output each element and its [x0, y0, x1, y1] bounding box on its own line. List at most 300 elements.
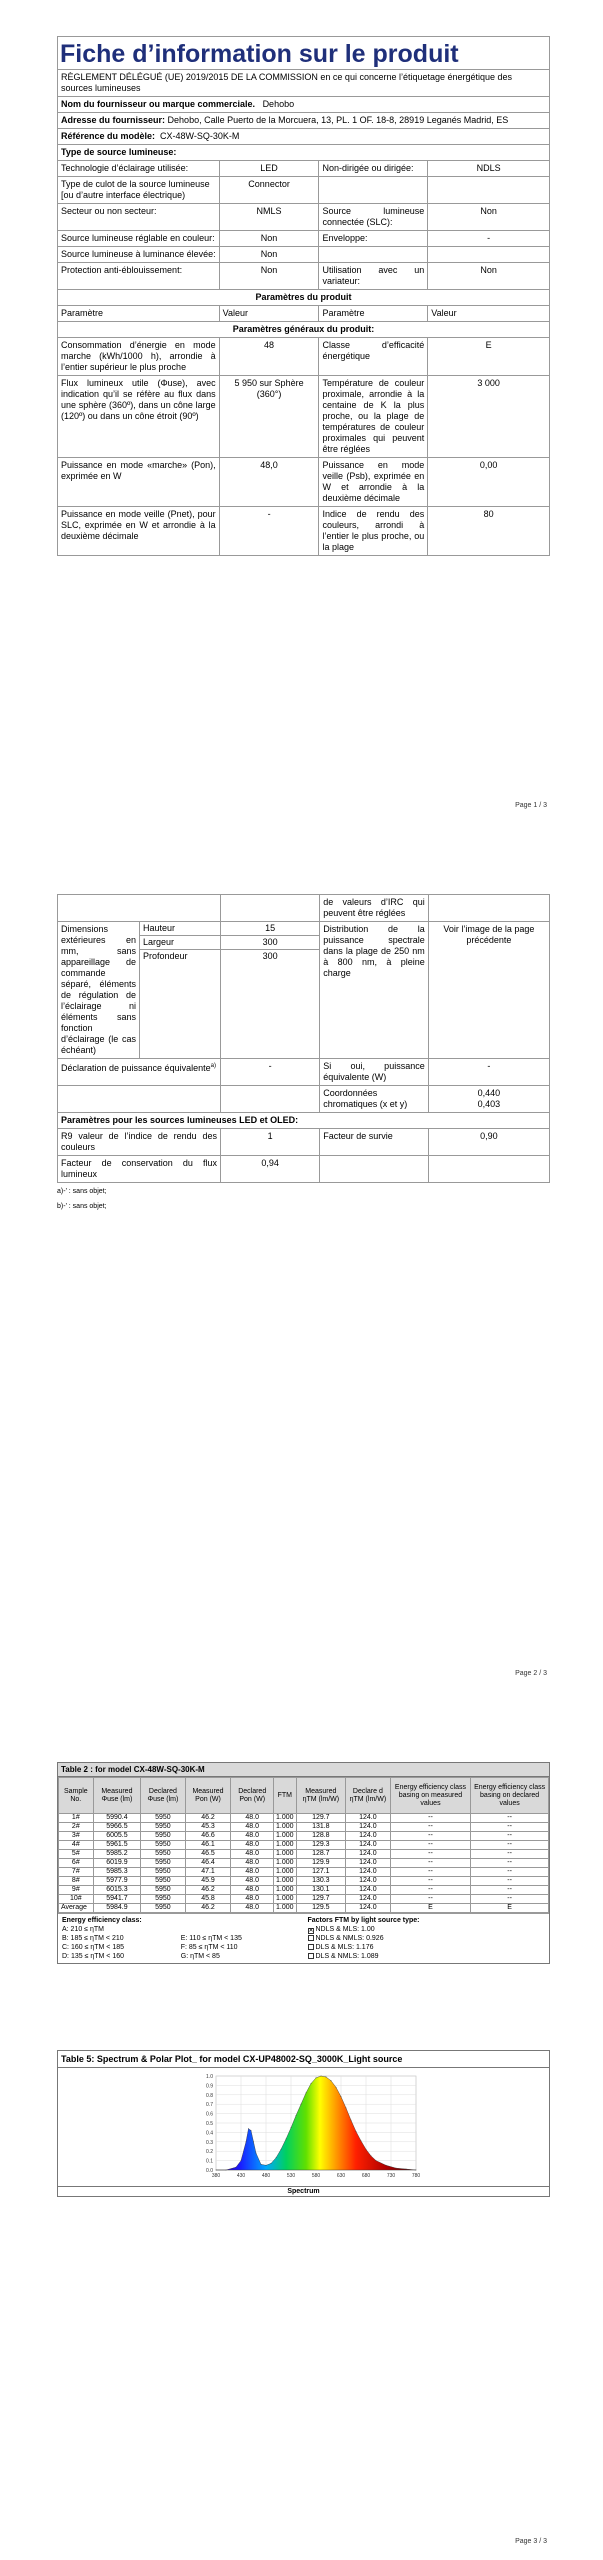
y-tick-label: 0.1: [206, 2158, 213, 2165]
r9-label: R9 valeur de l’indice de rendu des couleurs: [58, 1129, 221, 1156]
y-tick-label: 0.0: [206, 2168, 213, 2174]
table-cell: 129.5: [296, 1904, 346, 1913]
table-cell: 5961.5: [93, 1841, 141, 1850]
spectrum-point: [276, 2157, 277, 2158]
dimensions-cell: [58, 922, 221, 1059]
param-value: 48,0: [219, 458, 319, 507]
table-cell: 46.5: [185, 1850, 231, 1859]
param-value: 3 000: [428, 376, 550, 458]
address-value: Dehobo, Calle Puerto de la Morcuera, 13, PL. 1 OF. 18-8, 28919 Leganés Madrid, ES: [167, 115, 509, 125]
table-cell: 1.000: [274, 1904, 297, 1913]
table-cell: 46.6: [185, 1832, 231, 1841]
table-cell: 124.0: [346, 1823, 391, 1832]
type-label: Protection anti-éblouissement:: [58, 263, 220, 290]
table-cell: 47.1: [185, 1868, 231, 1877]
x-tick-label: 380: [211, 2173, 221, 2179]
table-row: [59, 1868, 549, 1877]
general-row: [58, 338, 550, 376]
factor-label: DLS & NMLS: 1.089: [315, 1953, 379, 1960]
column-header: Energy efficiency class basing on declared values: [471, 1778, 549, 1814]
table-row: [59, 1904, 549, 1913]
table-cell: --: [471, 1886, 549, 1895]
type-row: [58, 247, 550, 263]
y-tick-label: 0.4: [206, 2130, 213, 2137]
spectrum-point: [251, 2130, 252, 2131]
column-header: Sample No.: [59, 1778, 94, 1814]
type-label: Technologie d’éclairage utilisée:: [58, 161, 220, 177]
spectrum-point: [286, 2139, 287, 2140]
col-value-1: Valeur: [219, 306, 319, 322]
factor-label: NDLS & NMLS: 0.926: [315, 1935, 384, 1942]
y-tick-label: 0.3: [206, 2139, 213, 2146]
table-cell: 124.0: [346, 1895, 391, 1904]
table-cell: --: [390, 1859, 471, 1868]
column-header: Declared Pon (W): [231, 1778, 274, 1814]
ee-title: Energy efficiency class:: [62, 1917, 142, 1924]
table-cell: 9#: [59, 1886, 94, 1895]
table-cell: 1.000: [274, 1832, 297, 1841]
dim-name: Hauteur: [140, 922, 220, 936]
table-cell: 124.0: [346, 1877, 391, 1886]
spectrum-point: [331, 2080, 332, 2081]
spectrum-point: [351, 2120, 352, 2121]
table-cell: 5950: [141, 1904, 185, 1913]
spectrum-area: [58, 2068, 549, 2186]
col-param-1: Paramètre: [58, 306, 220, 322]
address-label: Adresse du fournisseur:: [61, 115, 166, 125]
type-value: Non: [219, 263, 319, 290]
table-cell: 1.000: [274, 1895, 297, 1904]
footnote-a: a)-’ : sans objet;: [57, 1188, 107, 1195]
ee-classes: [58, 1914, 304, 1963]
spectrum-point: [346, 2108, 347, 2109]
table-cell: 130.1: [296, 1886, 346, 1895]
table-cell: 46.2: [185, 1886, 231, 1895]
table-cell: 131.8: [296, 1823, 346, 1832]
table-cell: 124.0: [346, 1814, 391, 1823]
y-tick-label: 0.2: [206, 2149, 213, 2156]
ee-class: B: 185 ≤ ηTM < 210: [62, 1935, 124, 1942]
spectrum-point: [376, 2160, 377, 2161]
table-cell: Average: [59, 1904, 94, 1913]
table-row: [59, 1895, 549, 1904]
page-title: Fiche d’information sur le produit: [57, 36, 550, 69]
param-label: Flux lumineux utile (Φuse), avec indication qu’il se réfère au flux dans une sphère (360º), dans un cône large (120º) ou dans un cône étroit (90º): [58, 376, 220, 458]
supplier-row: [58, 97, 550, 113]
ee-class: E: 110 ≤ ηTM < 135: [180, 1935, 242, 1942]
type-label: Secteur ou non secteur:: [58, 204, 220, 231]
spectrum-point: [281, 2149, 282, 2150]
factor-item: [308, 1943, 546, 1952]
spectrum-point: [226, 2170, 227, 2171]
table-cell: 129.9: [296, 1859, 346, 1868]
table-cell: 5950: [141, 1877, 185, 1886]
table-cell: 1.000: [274, 1868, 297, 1877]
table-cell: 4#: [59, 1841, 94, 1850]
table-cell: 1.000: [274, 1814, 297, 1823]
table-row: [59, 1841, 549, 1850]
param-value: 5 950 sur Sphère (360°): [219, 376, 319, 458]
param-value: -: [219, 507, 319, 556]
product-table: [57, 69, 550, 556]
table-cell: --: [390, 1895, 471, 1904]
table-cell: 5950: [141, 1859, 185, 1868]
table-5-footer: Spectrum: [58, 2186, 549, 2196]
type-value: Non: [219, 247, 319, 263]
table-cell: 48.0: [231, 1877, 274, 1886]
equiv2-label: Si oui, puissance équivalente (W): [320, 1059, 429, 1086]
model-row: [58, 129, 550, 145]
table-cell: 128.8: [296, 1832, 346, 1841]
table-cell: 6#: [59, 1859, 94, 1868]
table-cell: 48.0: [231, 1868, 274, 1877]
general-header: Paramètres généraux du produit:: [58, 322, 550, 338]
type-value: NMLS: [219, 204, 319, 231]
measurement-table: [58, 1777, 549, 1913]
table-cell: --: [390, 1814, 471, 1823]
spectrum-point: [296, 2115, 297, 2116]
table-cell: 124.0: [346, 1832, 391, 1841]
table-cell: 48.0: [231, 1841, 274, 1850]
table-cell: 48.0: [231, 1823, 274, 1832]
spectrum-point: [266, 2165, 267, 2166]
table-cell: 5#: [59, 1850, 94, 1859]
type-label: Non-dirigée ou dirigée:: [319, 161, 428, 177]
product-info-sheet-cont: [57, 894, 550, 1213]
table-cell: 46.1: [185, 1841, 231, 1850]
table-cell: 1.000: [274, 1859, 297, 1868]
page-2: [0, 860, 603, 1690]
type-row: [58, 231, 550, 247]
page-number: Page 1 / 3: [515, 802, 547, 809]
table-cell: --: [471, 1850, 549, 1859]
param-label: Consommation d’énergie en mode marche (kWh/1000 h), arrondie à l’entier supérieur le plus proche: [58, 338, 220, 376]
cri-continued: de valeurs d’IRC qui peuvent être réglées: [320, 895, 429, 922]
y-tick-label: 1.0: [206, 2074, 213, 2080]
type-label: Type de culot de la source lumineuse [ou d’autre interface électrique): [58, 177, 220, 204]
spectrum-point: [326, 2077, 327, 2078]
type-label: Source lumineuse connectée (SLC):: [319, 204, 428, 231]
y-tick-label: 0.9: [206, 2083, 213, 2090]
type-row: [58, 204, 550, 231]
table-cell: 5950: [141, 1841, 185, 1850]
type-label: [319, 247, 428, 263]
table-cell: 124.0: [346, 1868, 391, 1877]
spectrum-point: [386, 2165, 387, 2166]
table-cell: --: [471, 1823, 549, 1832]
maint-label: Facteur de conservation du flux lumineux: [58, 1156, 221, 1183]
type-row: [58, 177, 550, 204]
table-row: [59, 1814, 549, 1823]
table-5: [57, 2050, 550, 2197]
column-header: Declare d ηTM (lm/W): [346, 1778, 391, 1814]
table-row: [59, 1877, 549, 1886]
table-cell: 5985.2: [93, 1850, 141, 1859]
y-tick-label: 0.7: [206, 2102, 213, 2109]
table-cell: 1.000: [274, 1841, 297, 1850]
column-header: Energy efficiency class basing on measured values: [390, 1778, 471, 1814]
product-table-cont: [57, 894, 550, 1183]
table-cell: 46.4: [185, 1859, 231, 1868]
factor-item: [308, 1925, 546, 1934]
y-tick-label: 0.6: [206, 2111, 213, 2118]
table-cell: 130.3: [296, 1877, 346, 1886]
equiv-value: -: [221, 1059, 320, 1086]
column-header: Measured Pon (W): [185, 1778, 231, 1814]
dim-name: Largeur: [140, 936, 220, 950]
table-cell: --: [390, 1850, 471, 1859]
table-cell: 6015.3: [93, 1886, 141, 1895]
table-cell: 5950: [141, 1823, 185, 1832]
supplier-label: Nom du fournisseur ou marque commerciale.: [61, 99, 256, 109]
general-row: [58, 376, 550, 458]
spectrum-point: [371, 2156, 372, 2157]
r9-row: [58, 1129, 550, 1156]
ee-class: F: 85 ≤ ηTM < 110: [180, 1944, 238, 1951]
equiv2-value: -: [428, 1059, 549, 1086]
table-cell: 48.0: [231, 1904, 274, 1913]
spd-value: Voir l’image de la page précédente: [428, 922, 549, 1059]
table-header-row: [59, 1778, 549, 1814]
column-header: Measured Φuse (lm): [93, 1778, 141, 1814]
type-label: Source lumineuse réglable en couleur:: [58, 231, 220, 247]
dim-name: Profondeur: [143, 951, 188, 961]
factor-label: DLS & MLS: 1.176: [315, 1944, 374, 1951]
x-tick-label: 580: [311, 2173, 321, 2179]
spd-label: Distribution de la puissance spectrale dans la plage de 250 nm à 800 nm, à pleine charge: [320, 922, 429, 1059]
model-label: Référence du modèle:: [61, 131, 156, 141]
dimensions-label: Dimensions extérieures en mm, sans appareillage de commande séparé, éléments de régulation de l’éclairage ni éléments sans fonction d’éclairage (le cas échéant): [58, 922, 140, 1058]
spectrum-point: [311, 2083, 312, 2084]
table-cell: 3#: [59, 1832, 94, 1841]
table-row: [59, 1886, 549, 1895]
table-cell: --: [471, 1841, 549, 1850]
table-cell: E: [390, 1904, 471, 1913]
param-label: Température de couleur proximale, arrondie à la centaine de K la plus proche, ou la plage de températures de couleur proximales qui peuvent être réglées: [319, 376, 428, 458]
ee-class: G: ηTM < 85: [180, 1953, 220, 1960]
type-header: Type de source lumineuse:: [58, 145, 550, 161]
table-cell: 46.2: [185, 1904, 231, 1913]
chroma-label: Coordonnées chromatiques (x et y): [320, 1086, 429, 1113]
table-cell: 127.1: [296, 1868, 346, 1877]
param-label: Puissance en mode «marche» (Pon), exprimée en W: [58, 458, 220, 507]
chroma-values: [428, 1086, 549, 1113]
ee-class: D: 135 ≤ ηTM < 160: [62, 1953, 125, 1960]
equivalent-row: [58, 1059, 550, 1086]
table-cell: --: [471, 1877, 549, 1886]
param-label: Indice de rendu des couleurs, arrondi à l’entier le plus proche, ou la plage: [319, 507, 428, 556]
table-cell: --: [471, 1895, 549, 1904]
spectrum-point: [366, 2149, 367, 2150]
address-row: [58, 113, 550, 129]
table-cell: --: [471, 1859, 549, 1868]
table-cell: 5977.9: [93, 1877, 141, 1886]
column-header: Measured ηTM (lm/W): [296, 1778, 346, 1814]
spectrum-point: [336, 2087, 337, 2088]
product-info-sheet: [57, 36, 550, 556]
table-cell: 48.0: [231, 1886, 274, 1895]
spectrum-point: [216, 2170, 217, 2171]
footnote-b: b)-’ : sans objet;: [57, 1203, 107, 1210]
general-row: [58, 458, 550, 507]
table-cell: 5990.4: [93, 1814, 141, 1823]
type-label: Utilisation avec un variateur:: [319, 263, 428, 290]
spectrum-point: [416, 2170, 417, 2171]
type-value: -: [428, 231, 550, 247]
dimensions-names: [140, 922, 220, 1058]
x-tick-label: 680: [361, 2173, 371, 2179]
table-cell: 5966.5: [93, 1823, 141, 1832]
table-cell: 48.0: [231, 1832, 274, 1841]
param-label: Puissance en mode veille (Pnet), pour SLC, exprimée en W et arrondie à la deuxième décimale: [58, 507, 220, 556]
spectrum-point: [301, 2104, 302, 2105]
type-label: [319, 177, 428, 204]
factors-title: Factors FTM by light source type:: [307, 1917, 420, 1924]
table-cell: 45.3: [185, 1823, 231, 1832]
table-cell: 5950: [141, 1832, 185, 1841]
spectrum-point: [291, 2127, 292, 2128]
checkbox-icon: [308, 1935, 314, 1941]
efficiency-legend: [58, 1913, 549, 1963]
param-label: Classe d’efficacité énergétique: [319, 338, 428, 376]
dimensions-row: [58, 922, 550, 1059]
type-value: Connector: [219, 177, 319, 204]
table-cell: 2#: [59, 1823, 94, 1832]
general-rows: [58, 338, 550, 556]
type-value: LED: [219, 161, 319, 177]
table-5-caption: Table 5: Spectrum & Polar Plot_ for model CX-UP48002-SQ_3000K_Light source: [58, 2051, 549, 2068]
params-column-headers: [58, 306, 550, 322]
factor-item: [308, 1934, 546, 1943]
spectrum-chart: [58, 2068, 549, 2186]
table-cell: 124.0: [346, 1859, 391, 1868]
chroma-y: 0,403: [477, 1099, 501, 1109]
table-cell: 1.000: [274, 1886, 297, 1895]
spectrum-point: [356, 2131, 357, 2132]
dim-value: 300: [221, 936, 319, 950]
checkbox-icon: [308, 1953, 314, 1959]
table-cell: 5985.3: [93, 1868, 141, 1877]
spectrum-point: [396, 2168, 397, 2169]
ee-class: A: 210 ≤ ηTM: [62, 1926, 104, 1933]
table-cell: 48.0: [231, 1859, 274, 1868]
spectrum-point: [306, 2093, 307, 2094]
spectrum-point: [246, 2141, 247, 2142]
type-rows: [58, 161, 550, 290]
table-cell: 124.0: [346, 1904, 391, 1913]
table-cell: 8#: [59, 1877, 94, 1886]
table-cell: --: [390, 1832, 471, 1841]
spectrum-point: [406, 2169, 407, 2170]
table-cell: --: [390, 1823, 471, 1832]
spectrum-point: [248, 2128, 249, 2129]
col-value-2: Valeur: [428, 306, 550, 322]
table-cell: 5950: [141, 1814, 185, 1823]
model-value: CX-48W-SQ-30K-M: [160, 131, 240, 141]
table-2: [57, 1762, 550, 1964]
spectrum-point: [321, 2076, 322, 2077]
factor-label: NDLS & MLS: 1.00: [315, 1926, 375, 1933]
table-cell: 5950: [141, 1886, 185, 1895]
equiv-label: Déclaration de puissance équivalente: [61, 1063, 211, 1073]
x-tick-label: 780: [411, 2173, 421, 2179]
y-tick-label: 0.5: [206, 2121, 213, 2127]
equiv-footnote-ref: a): [210, 1063, 216, 1069]
table-cell: E: [471, 1904, 549, 1913]
maint-value: 0,94: [221, 1156, 320, 1183]
r9-value: 1: [221, 1129, 320, 1156]
table-row: [59, 1832, 549, 1841]
survival-label: Facteur de survie: [320, 1129, 429, 1156]
type-value: [428, 247, 550, 263]
x-tick-label: 430: [236, 2173, 246, 2179]
table-cell: 6005.5: [93, 1832, 141, 1841]
table-cell: 124.0: [346, 1886, 391, 1895]
survival-value: 0,90: [428, 1129, 549, 1156]
type-row: [58, 263, 550, 290]
table-row: [59, 1823, 549, 1832]
table-cell: --: [390, 1877, 471, 1886]
table-cell: 124.0: [346, 1850, 391, 1859]
page-1: [0, 0, 603, 820]
y-tick-label: 0.8: [206, 2092, 213, 2099]
params-header: Paramètres du produit: [58, 290, 550, 306]
spectrum-point: [316, 2077, 317, 2078]
table-cell: 1.000: [274, 1823, 297, 1832]
table-cell: 10#: [59, 1895, 94, 1904]
spectrum-point: [341, 2096, 342, 2097]
x-tick-label: 730: [386, 2173, 396, 2179]
table-cell: --: [390, 1868, 471, 1877]
x-tick-label: 480: [261, 2173, 271, 2179]
ee-class: C: 160 ≤ ηTM < 185: [62, 1944, 125, 1951]
spectrum-point: [271, 2163, 272, 2164]
table-cell: 48.0: [231, 1895, 274, 1904]
table-cell: 1#: [59, 1814, 94, 1823]
dim-value: 300: [262, 951, 278, 961]
dimensions-values: [221, 922, 320, 1059]
type-value: Non: [219, 231, 319, 247]
spectrum-point: [361, 2140, 362, 2141]
param-value: 0,00: [428, 458, 550, 507]
column-header: Declared Φuse (lm): [141, 1778, 185, 1814]
type-row: [58, 161, 550, 177]
spectrum-point: [253, 2141, 254, 2142]
table-cell: 5950: [141, 1895, 185, 1904]
type-label: Source lumineuse à luminance élevée:: [58, 247, 220, 263]
param-value: 48: [219, 338, 319, 376]
col-param-2: Paramètre: [319, 306, 428, 322]
dim-value: 15: [221, 922, 319, 936]
ftm-factors: [304, 1914, 550, 1963]
chroma-x: 0,440: [477, 1088, 501, 1098]
table-cell: 45.8: [185, 1895, 231, 1904]
table-cell: 5950: [141, 1868, 185, 1877]
table-cell: 129.7: [296, 1814, 346, 1823]
type-value: NDLS: [428, 161, 550, 177]
table-cell: 124.0: [346, 1841, 391, 1850]
page-number: Page 2 / 3: [515, 1670, 547, 1677]
page-3: [0, 1700, 603, 2560]
factor-item: [308, 1952, 546, 1961]
type-label: Enveloppe:: [319, 231, 428, 247]
column-header: FTM: [274, 1778, 297, 1814]
table-cell: 5984.9: [93, 1904, 141, 1913]
table-cell: --: [471, 1814, 549, 1823]
spectrum-point: [256, 2153, 257, 2154]
spectrum-point: [261, 2164, 262, 2165]
table-row: [59, 1859, 549, 1868]
